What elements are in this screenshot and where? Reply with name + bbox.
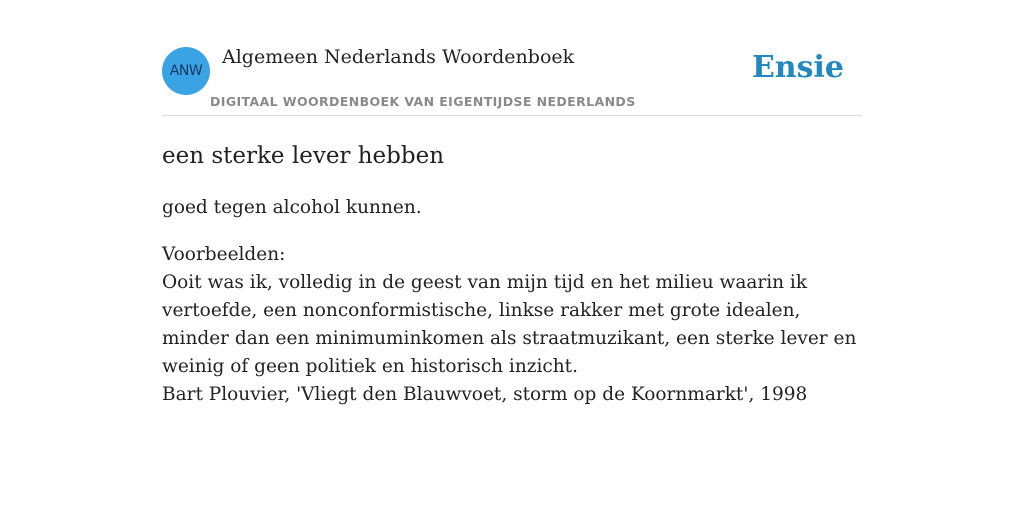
header bbox=[162, 0, 862, 116]
example-source: Bart Plouvier, 'Vliegt den Blauwvoet, storm op de Koornmarkt', 1998 bbox=[162, 384, 808, 405]
ensie-brand-link[interactable]: Ensie bbox=[751, 50, 844, 85]
anw-logo[interactable] bbox=[162, 47, 210, 95]
example-text: Ooit was ik, volledig in de geest van mijn tijd en het milieu waarin ik vertoefde, een nonconformistische, linkse rakker met grote idealen, minder dan een minimuminkomen als straatmuzikant, een sterke lever en weinig of geen politiek en historisch inzicht. bbox=[162, 272, 857, 377]
entry-definition: goed tegen alcohol kunnen. bbox=[162, 197, 422, 218]
entry-term: een sterke lever hebben bbox=[162, 143, 445, 169]
logo-text: ANW bbox=[169, 63, 203, 79]
page-container bbox=[162, 0, 862, 409]
examples-section bbox=[162, 241, 862, 409]
site-title-link[interactable]: Algemeen Nederlands Woordenboek bbox=[222, 46, 575, 68]
site-subtitle: DIGITAAL WOORDENBOEK VAN EIGENTIJDSE NEDERLANDS bbox=[210, 94, 636, 109]
examples-label: Voorbeelden: bbox=[162, 244, 286, 265]
